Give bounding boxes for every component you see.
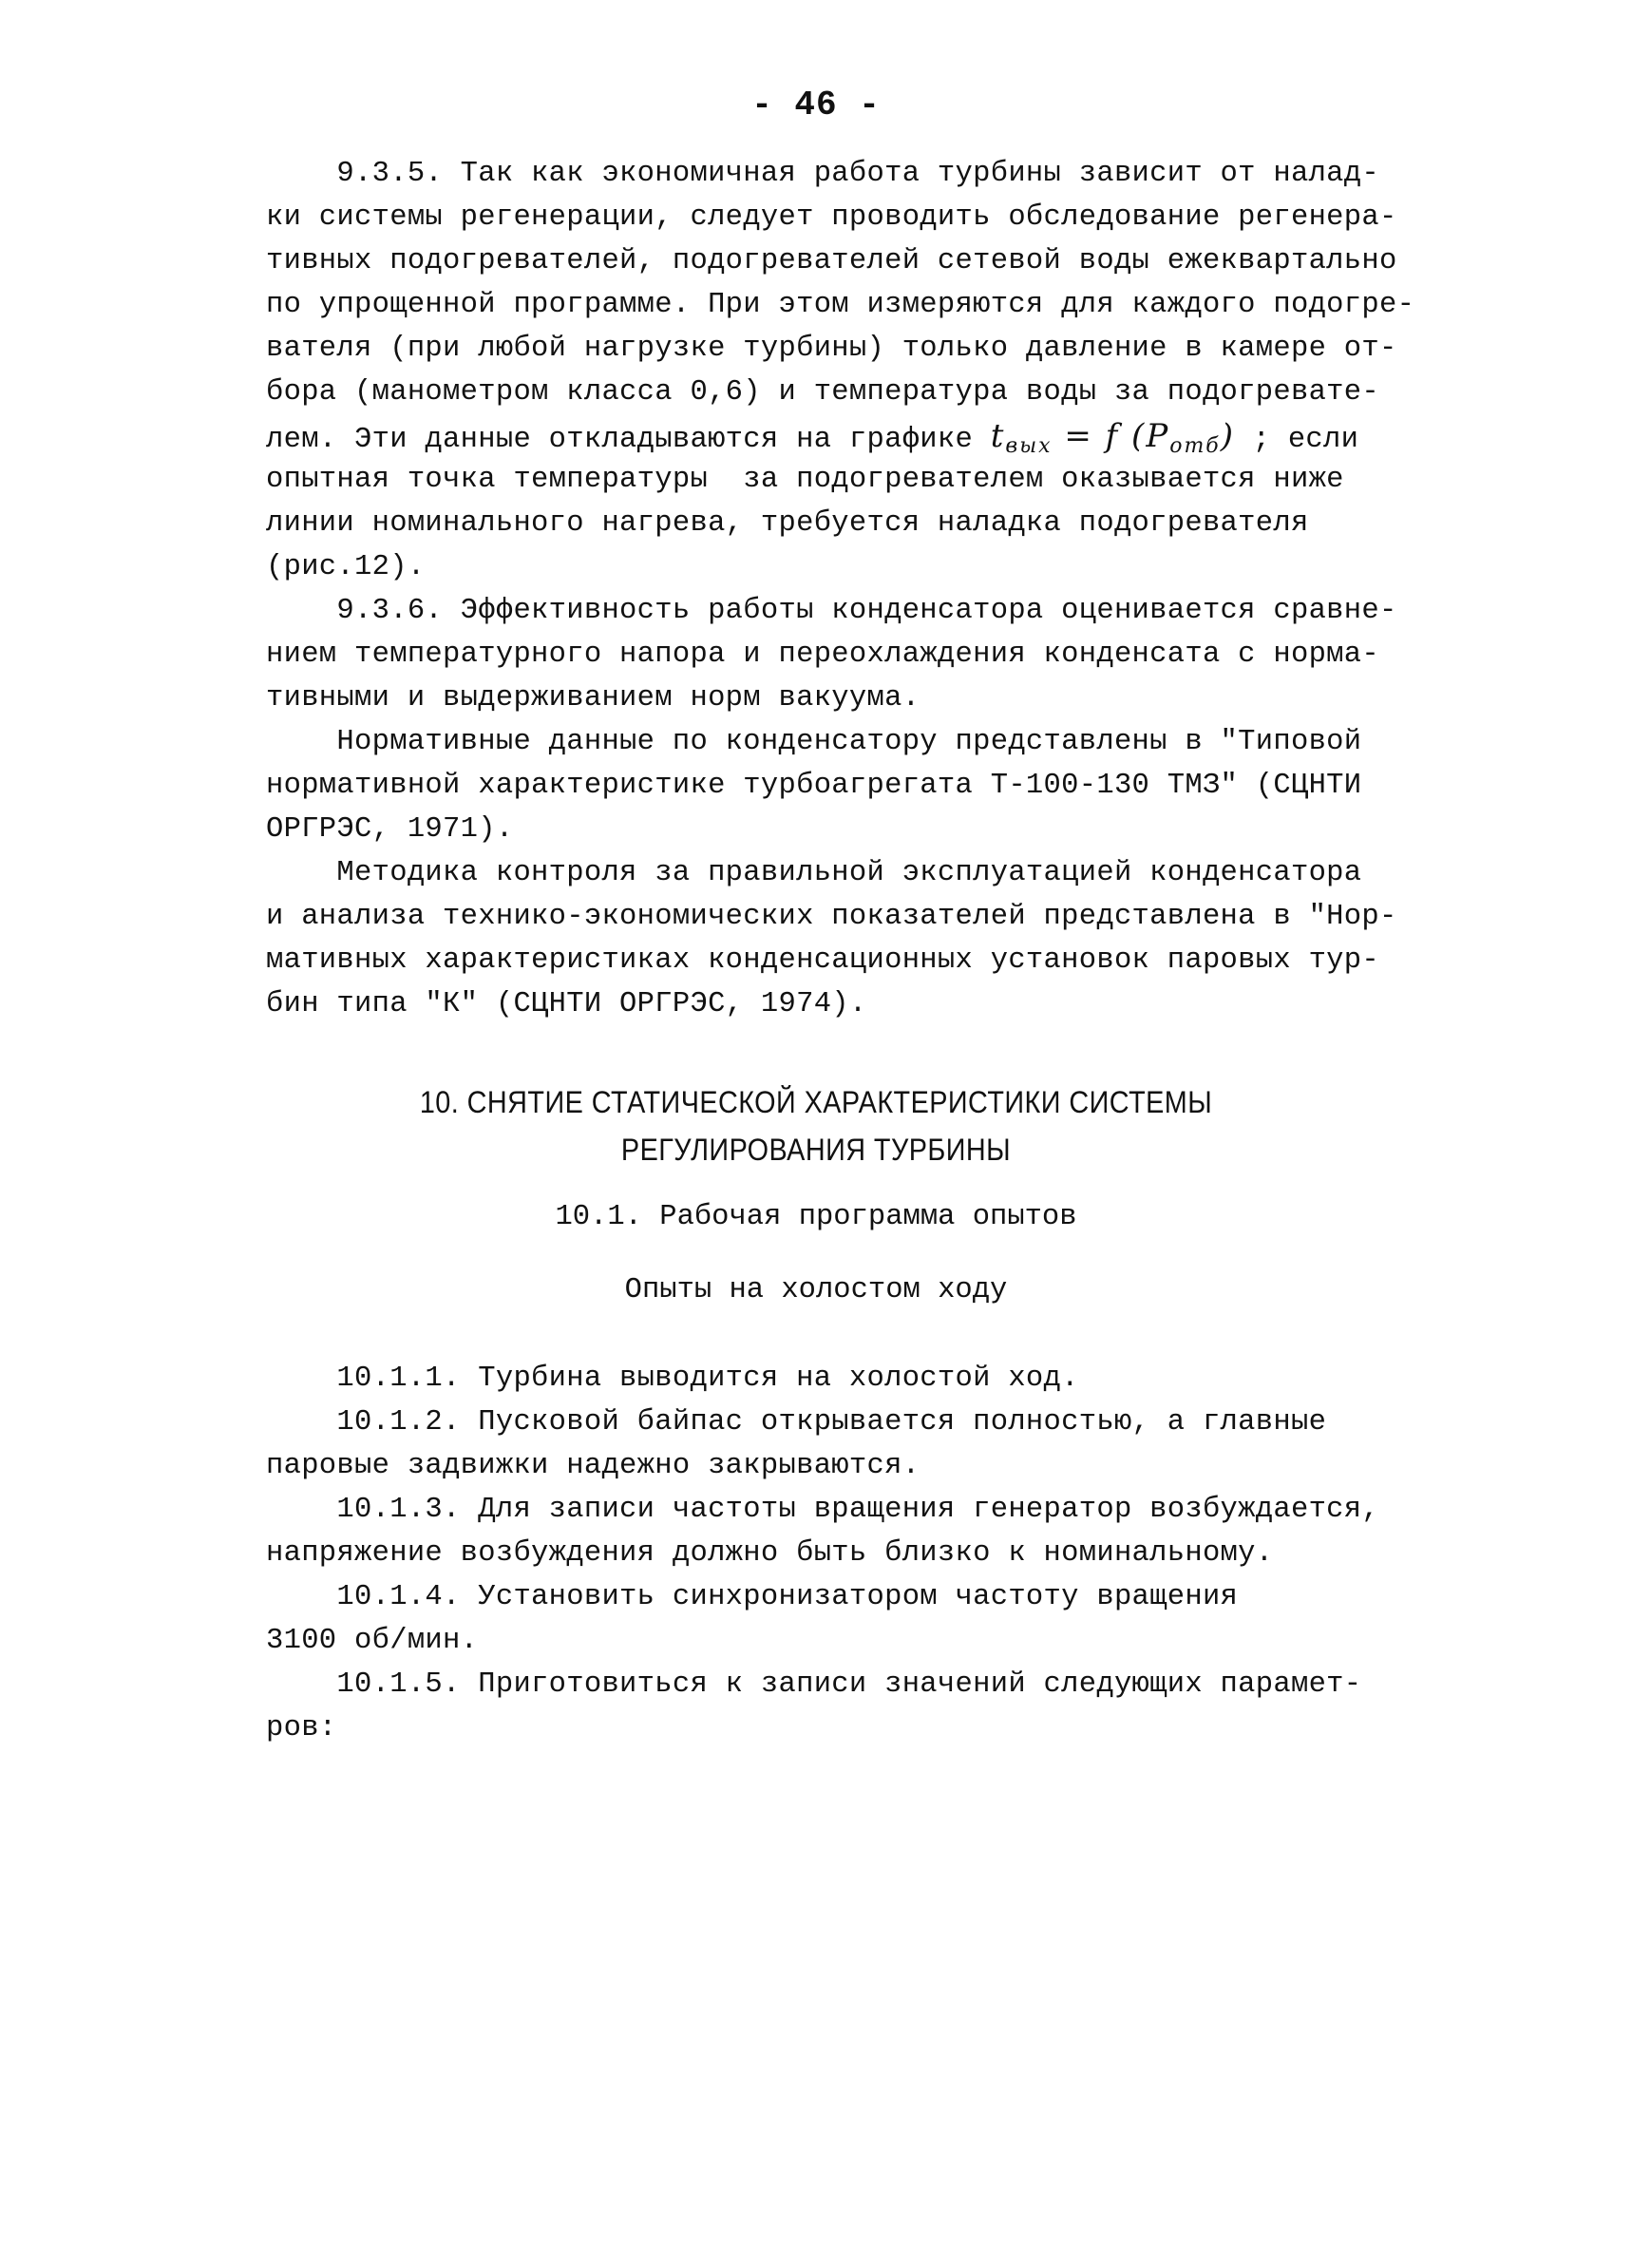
text-line: ОРГРЭС, 1971). bbox=[266, 813, 514, 846]
text-line: Методика контроля за правильной эксплуатацией конденсатора bbox=[266, 857, 1362, 889]
text-line: тивными и выдерживанием норм вакуума. bbox=[266, 682, 920, 715]
formula-p-subscript: отб bbox=[1169, 434, 1221, 458]
text-line: и анализа технико-экономических показателей представлена в "Нор- bbox=[266, 901, 1397, 933]
step-line: 3100 об/мин. bbox=[266, 1625, 479, 1657]
subsubsection-heading: Опыты на холостом ходу bbox=[624, 1274, 1008, 1306]
text-line: по упрощенной программе. При этом измеряются для каждого подогре- bbox=[266, 289, 1415, 321]
text-line: бора (манометром класса 0,6) и температура воды за подогревате- bbox=[266, 376, 1379, 409]
text-line: опытная точка температуры за подогревателем оказывается ниже bbox=[266, 464, 1344, 496]
text-line: ки системы регенерации, следует проводить обследование регенера- bbox=[266, 201, 1397, 234]
text-line: 9.3.5. Так как экономичная работа турбины зависит от налад- bbox=[266, 158, 1379, 190]
text-line: бин типа "К" (СЦНТИ ОРГРЭС, 1974). bbox=[266, 988, 867, 1020]
text-line: вателя (при любой нагрузке турбины) только давление в камере от- bbox=[266, 333, 1397, 365]
step-line: 10.1.4. Установить синхронизатором частоту вращения bbox=[266, 1581, 1239, 1613]
paragraph-9-3-5 bbox=[266, 152, 1444, 589]
formula-line-suffix: ; если bbox=[1235, 424, 1359, 456]
formula bbox=[990, 417, 1236, 458]
formula-t: t bbox=[990, 417, 1006, 455]
formula-line bbox=[266, 414, 1444, 458]
step-line: напряжение возбуждения должно быть близко к номинальному. bbox=[266, 1537, 1274, 1570]
formula-line-prefix: лем. Эти данные откладываются на графике bbox=[266, 424, 991, 456]
text-line: (рис.12). bbox=[266, 551, 426, 583]
step-line: паровые задвижки надежно закрываются. bbox=[266, 1450, 920, 1482]
text-line: 9.3.6. Эффективность работы конденсатора оценивается сравне- bbox=[266, 595, 1397, 627]
step-line: ров: bbox=[266, 1712, 337, 1744]
step-line: 10.1.2. Пусковой байпас открывается полностью, а главные bbox=[266, 1406, 1327, 1439]
steps-list bbox=[266, 1357, 1444, 1750]
section-heading-line: 10. СНЯТИЕ СТАТИЧЕСКОЙ ХАРАКТЕРИСТИКИ СИСТЕМЫ bbox=[419, 1085, 1213, 1119]
section-10-heading bbox=[0, 1078, 1632, 1173]
paragraph-normative-data bbox=[266, 720, 1444, 851]
subsection-heading: 10.1. Рабочая программа опытов bbox=[555, 1201, 1077, 1233]
page-number: - 46 - bbox=[751, 86, 881, 124]
section-heading-line: РЕГУЛИРОВАНИЯ ТУРБИНЫ bbox=[620, 1133, 1012, 1167]
paragraph-methodology bbox=[266, 851, 1444, 1026]
text-line: нием температурного напора и переохлаждения конденсата с норма- bbox=[266, 638, 1379, 671]
text-line: линии номинального нагрева, требуется наладка подогревателя bbox=[266, 507, 1309, 540]
step-line: 10.1.3. Для записи частоты вращения генератор возбуждается, bbox=[266, 1494, 1379, 1526]
formula-equals: = f ( bbox=[1052, 417, 1147, 455]
formula-close: ) bbox=[1220, 417, 1236, 455]
formula-t-subscript: вых bbox=[1005, 434, 1053, 458]
text-line: Нормативные данные по конденсатору представлены в "Типовой bbox=[266, 726, 1362, 758]
paragraph-9-3-6 bbox=[266, 589, 1444, 720]
formula-p: P bbox=[1146, 417, 1170, 455]
text-line: нормативной характеристике турбоагрегата Т-100-130 ТМЗ" (СЦНТИ bbox=[266, 770, 1362, 802]
step-line: 10.1.5. Приготовиться к записи значений следующих парамет- bbox=[266, 1668, 1362, 1701]
text-line: мативных характеристиках конденсационных установок паровых тур- bbox=[266, 944, 1379, 977]
step-line: 10.1.1. Турбина выводится на холостой ход. bbox=[266, 1363, 1079, 1395]
text-line: тивных подогревателей, подогревателей сетевой воды ежеквартально bbox=[266, 245, 1397, 277]
